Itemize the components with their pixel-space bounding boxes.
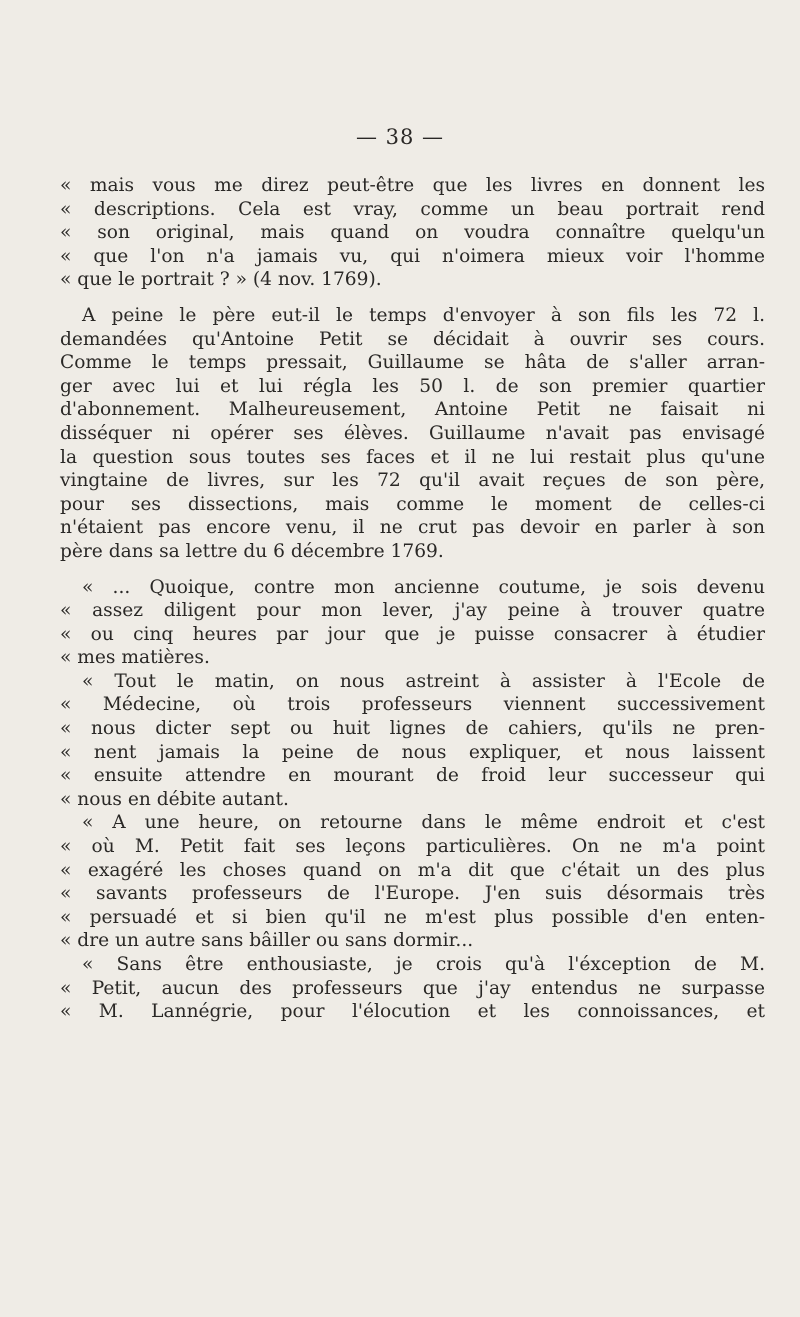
text-line: « que l'on n'a jamais vu, qui n'oimera mieux voir l'homme [60,245,765,267]
text-line: « où M. Petit fait ses leçons particulières. On ne m'a point [60,836,765,858]
text-line: « Sans être enthousiaste, je crois qu'à l'éxception de M. [82,954,765,975]
text-line: « Médecine, où trois professeurs viennent successivement [60,694,765,716]
text-line: « savants professeurs de l'Europe. J'en suis désormais très [60,883,765,905]
text-line: « A une heure, on retourne dans le même endroit et c'est [82,812,765,834]
text-line: « que le portrait ? » (4 nov. 1769). [60,269,382,291]
text-line: A peine le père eut-il le temps d'envoyer à son fils les 72 l. [82,304,765,326]
text-line: « mais vous me direz peut-être que les livres en donnent les [60,175,765,196]
body-text [60,174,765,1024]
paragraph [60,304,765,564]
paragraph [60,174,765,292]
text-line: « ... Quoique, contre mon ancienne coutume, je sois devenu [82,576,765,598]
text-line: ger avec lui et lui régla les 50 l. de son premier quartier [60,375,765,397]
text-line: « M. Lannégrie, pour l'élocution et les connoissances, et [60,1001,765,1023]
text-line: « Tout le matin, on nous astreint à assister à l'Ecole de [82,670,765,692]
text-line: « Petit, aucun des professeurs que j'ay entendus ne surpasse [60,977,765,999]
page-number: — 38 — [355,125,445,149]
text-line: « ou cinq heures par jour que je puisse consacrer à étudier [60,623,765,645]
text-line: « dre un autre sans bâiller ou sans dormir... [60,930,474,952]
text-line: « son original, mais quand on voudra connaître quelqu'un [60,222,765,244]
text-line: pour ses dissections, mais comme le moment de celles-ci [60,493,765,515]
text-line: « exagéré les choses quand on m'a dit que c'était un des plus [60,859,765,881]
text-line: « ensuite attendre en mourant de froid leur successeur qui [60,765,765,787]
text-line: « mes matières. [60,647,210,669]
text-line: « persuadé et si bien qu'il ne m'est plus possible d'en enten- [60,906,765,928]
text-line: père dans sa lettre du 6 décembre 1769. [60,540,444,562]
text-line: d'abonnement. Malheureusement, Antoine Petit ne faisait ni [60,399,765,421]
text-line: n'étaient pas encore venu, il ne crut pas devoir en parler à son [60,517,765,539]
text-line: « nous en débite autant. [60,788,289,810]
text-line: « assez diligent pour mon lever, j'ay peine à trouver quatre [60,600,765,622]
paragraph [60,576,765,1024]
text-line: demandées qu'Antoine Petit se décidait à ouvrir ses cours. [60,328,765,350]
text-line: « nent jamais la peine de nous expliquer, et nous laissent [60,741,765,763]
text-line: disséquer ni opérer ses élèves. Guillaume n'avait pas envisagé [60,422,765,444]
text-line: vingtaine de livres, sur les 72 qu'il avait reçues de son père, [60,470,765,492]
text-line: « nous dicter sept ou huit lignes de cahiers, qu'ils ne pren- [60,718,765,740]
text-line: la question sous toutes ses faces et il ne lui restait plus qu'une [60,446,765,468]
text-line: Comme le temps pressait, Guillaume se hâta de s'aller arran- [60,352,765,374]
text-line: « descriptions. Cela est vray, comme un beau portrait rend [60,198,765,220]
